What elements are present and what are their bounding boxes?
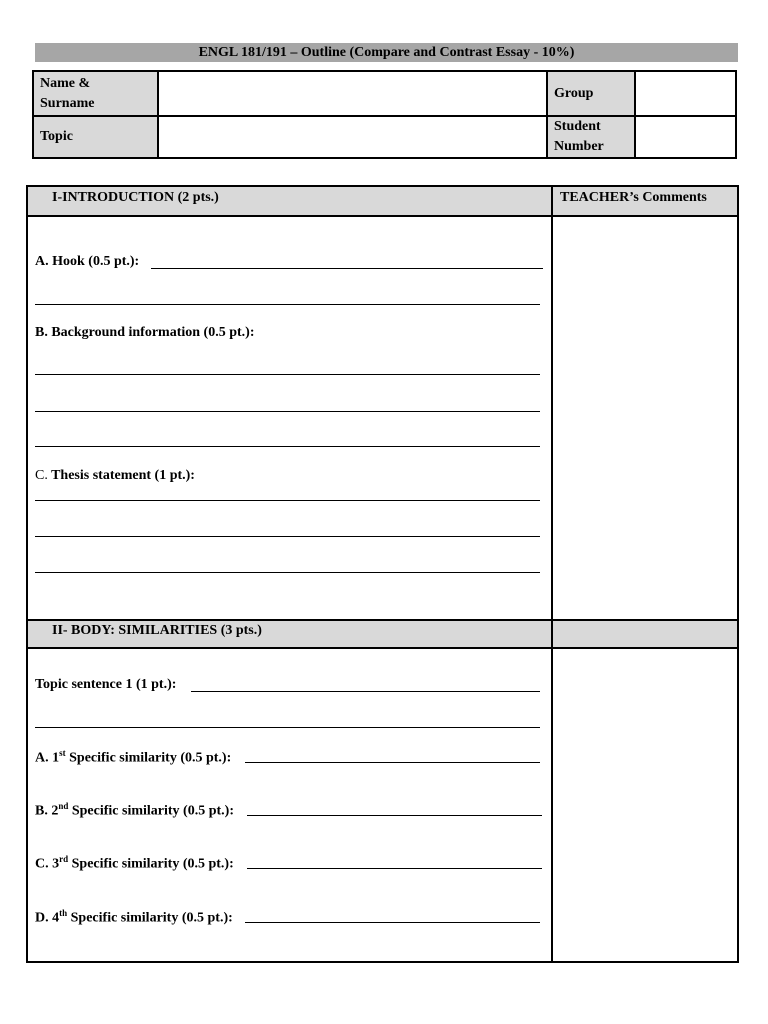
topic-field[interactable] [159, 117, 546, 157]
teacher-comments-heading: TEACHER’s Comments [560, 190, 707, 205]
similarity-d-answer-line[interactable] [245, 922, 540, 923]
document-title: ENGL 181/191 – Outline (Compare and Contrast Essay - 10%) [35, 43, 738, 62]
background-answer-line-3[interactable] [35, 446, 540, 447]
student-number-label-cell [548, 117, 634, 157]
student-number-field[interactable] [636, 117, 735, 157]
thesis-answer-line-2[interactable] [35, 536, 540, 537]
name-label-line1: Name & [40, 75, 91, 91]
topic-sentence-answer-line-2[interactable] [35, 727, 540, 728]
hook-answer-line-2[interactable] [35, 304, 540, 305]
student-number-line1: Student [554, 119, 601, 134]
group-field[interactable] [636, 72, 735, 115]
background-answer-line-2[interactable] [35, 411, 540, 412]
background-answer-line-1[interactable] [35, 374, 540, 375]
similarity-b-label: B. 2nd Specific similarity (0.5 pt.): [35, 801, 234, 819]
similarity-d-label: D. 4th Specific similarity (0.5 pt.): [35, 908, 233, 926]
intro-heading: I-INTRODUCTION (2 pts.) [52, 190, 219, 205]
similarity-a-label: A. 1st Specific similarity (0.5 pt.): [35, 748, 232, 766]
body-heading: II- BODY: SIMILARITIES (3 pts.) [52, 623, 262, 638]
body-header-row [28, 621, 737, 647]
intro-header-row [28, 187, 737, 215]
body-comments-area[interactable] [553, 649, 737, 961]
outline-table [26, 185, 739, 963]
name-label-cell [34, 72, 157, 115]
similarity-c-label: C. 3rd Specific similarity (0.5 pt.): [35, 854, 234, 872]
group-label: Group [554, 85, 594, 101]
topic-sentence-answer-line[interactable] [191, 691, 540, 692]
thesis-answer-line-1[interactable] [35, 500, 540, 501]
name-label-line2: Surname [40, 95, 95, 111]
name-field[interactable] [159, 72, 546, 115]
hook-answer-line[interactable] [151, 268, 543, 269]
topic-sentence-label: Topic sentence 1 (1 pt.): [35, 677, 177, 692]
student-number-line2: Number [554, 139, 604, 154]
thesis-label: C. Thesis statement (1 pt.): [35, 468, 195, 483]
thesis-answer-line-3[interactable] [35, 572, 540, 573]
background-label: B. Background information (0.5 pt.): [35, 325, 255, 340]
topic-label-cell [34, 117, 157, 157]
student-info-table [32, 70, 737, 159]
group-label-cell [548, 72, 634, 115]
hook-label: A. Hook (0.5 pt.): [35, 254, 140, 269]
topic-label: Topic [40, 129, 73, 144]
similarity-b-answer-line[interactable] [247, 815, 542, 816]
intro-comments-area[interactable] [553, 217, 737, 619]
similarity-c-answer-line[interactable] [247, 868, 542, 869]
similarity-a-answer-line[interactable] [245, 762, 540, 763]
info-divider [34, 115, 735, 117]
